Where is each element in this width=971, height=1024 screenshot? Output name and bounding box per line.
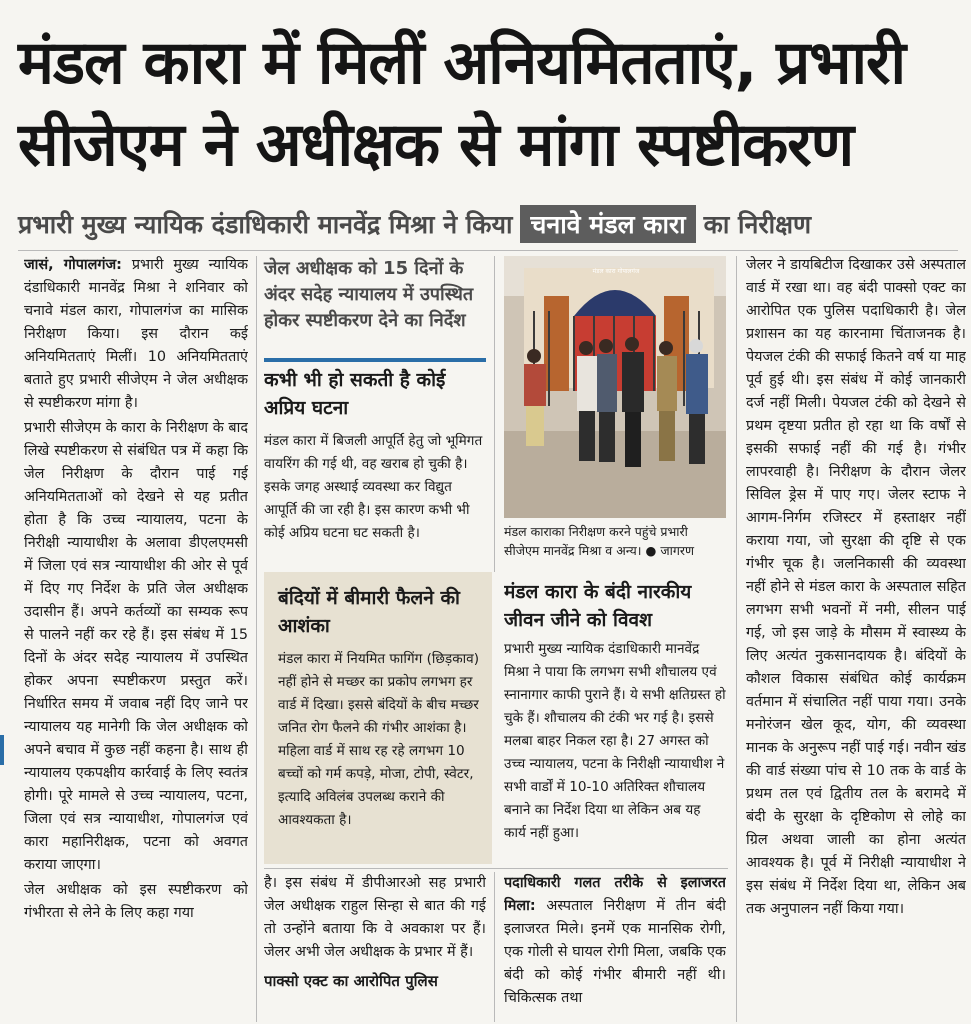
subhead-before: प्रभारी मुख्य न्यायिक दंडाधिकारी मानवेंद्र मिश्रा ने किया	[18, 210, 513, 239]
sidebar-hellish-life	[504, 572, 726, 864]
sidebar-disease-heading: बंदियों में बीमारी फैलने की आशंका	[278, 587, 460, 637]
deck-accent-bar	[264, 358, 486, 362]
gate-sign-text: मंडल कारा गोपालगंज	[592, 268, 640, 275]
header-divider	[18, 250, 958, 251]
article-column-1	[24, 254, 248, 1022]
deck-quote: जेल अधीक्षक को 15 दिनों के अंदर सदेह न्यायालय में उपस्थित होकर स्पष्टीकरण देने का निर्देश	[264, 258, 474, 331]
column-divider-2	[494, 256, 495, 572]
article-column-2-bottom	[264, 872, 486, 1022]
sidebar-electricity-heading: कभी भी हो सकती है कोई अप्रिय घटना	[264, 369, 446, 419]
col1-para-2: प्रभारी सीजेएम के कारा के निरीक्षण के बाद लिखे स्पष्टीकरण से संबंधित पत्र में कहा कि जेल निरीक्षण के दौरान पाई गई अनियमितताओं को देखने से यह प्रतीत होता है कि उच्च न्यायालय, पटना के निरीक्षी न्यायाधीश के अलावा डीएलएमसी में जिला एवं सत्र न्यायाधीश की ओर से पूर्व में दिए गए निर्देश के प्रति जेल अधीक्षक उदासीन हैं। अपने कर्तव्यों का सम्यक रूप से पालने नहीं कर रहे हैं। इस संबंध में 15 दिनों के अंदर सदेह न्यायालय में उपस्थित होकर अपना स्पष्टीकरण प्रस्तुत करें। निर्धारित समय में जवाब नहीं दिए जाने पर न्यायालय यह मानेगी कि जेल अधीक्षक को अपने बचाव में कुछ नहीं कहना है। साथ ही न्यायालय एकपक्षीय कार्रवाई के लिए स्वतंत्र होगी। पूरे मामले से उच्च न्यायालय, पटना, जिला एवं सत्र न्यायाधीश, गोपालगंज एवं कारा महानिरीक्षक, पटना को अवगत कराया जाएगा।	[24, 420, 248, 873]
column-divider-2b	[494, 872, 495, 1022]
sidebar-electricity-body: मंडल कारा में बिजली आपूर्ति हेतु जो भूमिगत वायरिंग की गई थी, वह खराब हो चुकी है। इसके जगह अस्थाई व्यवस्था कर विद्युत आपूर्ति की जा रही है। इस कारण कभी भी कोई अप्रिय घटना घट सकती है।	[264, 433, 483, 541]
page-edge-marker	[0, 735, 4, 765]
jail-gate-photo-illustration	[504, 256, 726, 518]
col3-bottom-body: अस्पताल निरीक्षण में तीन बंदी इलाजरत मिले। इनमें एक मानसिक रोगी, एक गोली से घायल रोगी मिला, जबकि एक बंदी को कोई गंभीर बीमारी नहीं थी। चिकित्सक तथा	[504, 898, 726, 1006]
headline-line-1: मंडल कारा में मिलीं अनियमितताएं, प्रभारी	[18, 28, 906, 98]
article-column-3-bottom	[504, 872, 726, 1022]
boxes-bottom-divider	[264, 868, 728, 869]
dateline: जासं, गोपालगंज:	[24, 257, 122, 273]
sidebar-hellish-heading: मंडल कारा के बंदी नारकीय जीवन जीने को विवश	[504, 581, 692, 631]
col3-bottom-lead: पदाधिकारी गलत तरीके से इलाजरत मिला:	[504, 875, 726, 914]
col1-para-1: प्रभारी मुख्य न्यायिक दंडाधिकारी मानवेंद्र मिश्रा ने शनिवार को चनावे मंडल कारा, गोपालगंज का मासिक निरीक्षण किया। इस दौरान कई अनियमितताएं मिलीं। 10 अनियमितताएं बताते हुए प्रभारी सीजेएम ने जेल अधीक्षक से स्पष्टीकरण मांगा है।	[24, 257, 248, 411]
sidebar-electricity	[264, 366, 486, 566]
photo-caption	[504, 522, 726, 560]
col2-bottom-body: है। इस संबंध में डीपीआरओ सह प्रभारी जेल अधीक्षक राहुल सिन्हा से बात की गई तो उन्होंने बताया कि वे अवकाश पर हैं। जेलर अभी जेल अधीक्षक के प्रभार में हैं।	[264, 875, 486, 960]
photo-credit: ● जागरण	[645, 543, 695, 558]
photo-caption-text: मंडल काराका निरीक्षण करने पहुंचे प्रभारी सीजेएम मानवेंद्र मिश्रा व अन्य।	[504, 524, 688, 558]
sidebar-disease-box	[264, 572, 492, 864]
col4-body: जेलर ने डायबिटीज दिखाकर उसे अस्पताल वार्ड में रखा था। वह बंदी पाक्सो एक्ट का आरोपित एक पुलिस पदाधिकारी है। जेल प्रशासन का यह कारनामा चिंताजनक है। पेयजल टंकी की सफाई कितने वर्ष या माह पूर्व हुई थी। इस संबंध में कोई जानकारी दर्ज नहीं मिली। पेयजल टंकी को देखने से प्रथम दृष्टया प्रतीत हो रहा था कि वर्षों से इसकी सफाई नहीं की गई है। गंभीर लापरवाही है। निरीक्षण के दौरान जेलर सिविल ड्रेस में पाए गए। जेलर स्टाफ ने आगम-निर्गम रजिस्टर में हस्ताक्षर नहीं कराया गया, जो सुरक्षा की दृष्टि से एक गंभीर चूक है। जलनिकासी की व्यवस्था नहीं होने से मंडल कारा के अस्पताल सहित लगभग सभी भवनों में नमी, सीलन पाई गई, जो इस जाड़े के मौसम में स्वास्थ्य के लिए अत्यंत नुकसानदायक है। बंदियों के कौशल विकास संबंधित कोई कार्यक्रम वर्तमान में संचालित नहीं पाया गया। उनके मनोरंजन खेल कूद, योग, की व्यवस्था मानक के अनुरूप नहीं पाई गई। नवीन खंड की वार्ड संख्या पांच से 10 तक के वार्ड के प्रथम तल एवं द्वितीय तल के बरामदे में बंदी के सुरक्षा के दृष्टिकोण से लोहे का ग्रिल अथवा जाली का होना अत्यंत आवश्यक है। पूर्व में निरीक्षी न्यायाधीश ने इस संबंध में निर्देश दिया था, लेकिन अब तक अनुपालन नहीं किया गया।	[746, 257, 966, 917]
headline-line-2: सीजेएम ने अधीक्षक से मांगा स्पष्टीकरण	[18, 110, 854, 180]
subheadline	[18, 202, 958, 246]
headline	[18, 22, 958, 186]
inspection-photo	[504, 256, 726, 518]
sidebar-hellish-body: प्रभारी मुख्य न्यायिक दंडाधिकारी मानवेंद्र मिश्रा ने पाया कि लगभग सभी शौचालय एवं स्नानागार काफी पुराने हैं। ये सभी क्षतिग्रस्त हो चुके हैं। शौचालय की टंकी भर गई है। इससे मलबा बाहर निकल रहा है। 27 अगस्त को उच्च न्यायालय, पटना के निरीक्षी न्यायाधीश ने सभी वार्डों में 10-10 अतिरिक्त शौचालय बनाने का निर्देश दिया था लेकिन अब यह कार्य नहीं हुआ।	[504, 641, 726, 841]
column-divider-1	[256, 256, 257, 1022]
article-column-4	[746, 254, 966, 1022]
column-divider-3	[736, 256, 737, 1022]
sidebar-disease-body: मंडल कारा में नियमित फागिंग (छिड़काव) नहीं होने से मच्छर का प्रकोप लगभग हर वार्ड में दिखा। इससे बंदियों के बीच मच्छर जनित रोग फैलने की गंभीर आशंका है। महिला वार्ड में साथ रह रहे लगभग 10 बच्चों को गर्म कपड़े, मोजा, टोपी, स्वेटर, इत्यादि अविलंब उपलब्ध कराने की आवश्यकता है।	[278, 651, 480, 828]
subhead-after: का निरीक्षण	[703, 210, 812, 239]
subhead-highlight: चनावे मंडल कारा	[520, 205, 695, 243]
col2-bottom-heading: पाक्सो एक्ट का आरोपित पुलिस	[264, 972, 438, 990]
col1-para-3: जेल अधीक्षक को इस स्पष्टीकरण को गंभीरता से लेने के लिए कहा गया	[24, 882, 248, 921]
